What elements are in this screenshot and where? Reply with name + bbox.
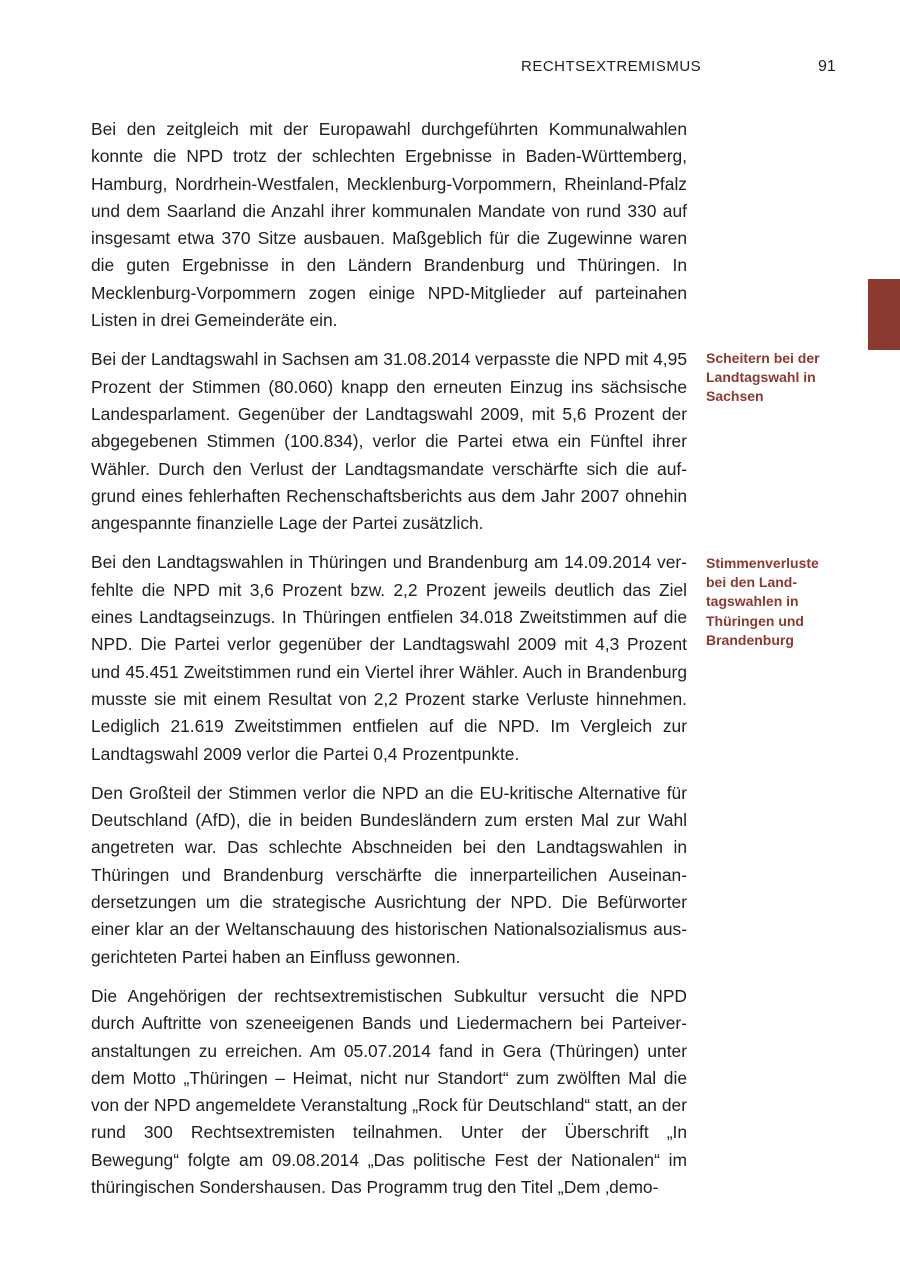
running-head-title: RECHTSEXTREMISMUS <box>521 58 702 75</box>
body-paragraph-1: Bei den zeitgleich mit der Europawahl durchgeführten Kommunalwahlen konnte die NPD trotz der schlechten Ergebnisse in Baden-Württemberg, Hamburg, Nordrhein-Westfalen, Mecklenburg-Vorpommern, Rheinland-Pfalz und dem Saarland die Anzahl ihrer kommunalen Mandate von rund 330 auf insgesamt etwa 370 Sitze ausbauen. Maßgeblich für die Zugewinne waren die guten Ergebnisse in den Ländern Brandenburg und Thüringen. In Mecklenburg-Vorpommern zogen einige NPD-Mitglieder auf parteinahen Listen in drei Gemeinderäte ein. <box>91 119 687 331</box>
body-paragraph-3: Bei den Landtagswahlen in Thüringen und Brandenburg am 14.09.2014 verfehlte die NPD mit 3,6 Prozent bzw. 2,2 Prozent jeweils deutlich das Ziel eines Landtagseinzugs. In Thüringen entfielen 34.018 Zweitstimmen auf die NPD. Die Partei verlor gegenüber der Landtagswahl 2009 mit 4,3 Prozent und 45.451 Zweitstimmen rund ein Viertel ihrer Wähler. Auch in Brandenburg musste sie mit einem Resultat von 2,2 Prozent starke Verluste hinnehmen. Lediglich 21.619 Zweitstimmen entfielen auf die NPD. Im Vergleich zur Landtagswahl 2009 verlor die Partei 0,4 Prozentpunkte. <box>91 552 687 764</box>
margin-note-sachsen: Scheitern bei der Landtagswahl in Sachsen <box>706 350 820 405</box>
body-paragraph-5: Die Angehörigen der rechtsextremistischen Subkultur versucht die NPD durch Auftritte von szeneeigenen Bands und Liedermachern bei Parteiveranstaltungen zu erreichen. Am 05.07.2014 fand in Gera (Thüringen) unter dem Motto „Thüringen – Heimat, nicht nur Standort“ zum zwölften Mal die von der NPD angemeldete Veranstaltung „Rock für Deutschland“ statt, an der rund 300 Rechtsextremisten teilnahmen. Unter der Überschrift „In Bewegung“ folgte am 09.08.2014 „Das politische Fest der Nationalen“ im thüringischen Sondershausen. Das Programm trug den Titel „Dem ‚demo- <box>91 985 687 1197</box>
page-number: 91 <box>818 58 836 75</box>
margin-note-thueringen-brandenburg: Stimmenverluste bei den Landtagswahlen in Thüringen und Brandenburg <box>706 555 819 648</box>
main-text-column <box>91 116 687 1213</box>
body-paragraph-4: Den Großteil der Stimmen verlor die NPD an die EU-kritische Alternative für Deutschland (AfD), die in beiden Bundesländern zum ersten Mal zur Wahl angetreten war. Das schlechte Abschneiden bei den Landtagswahlen in Thüringen und Brandenburg verschärfte die innerparteilichen Auseinandersetzungen um die strategische Ausrichtung der NPD. Die Befürworter einer klar an der Weltanschauung des historischen Nationalsozialismus ausgerichteten Partei haben an Einfluss gewonnen. <box>91 782 687 967</box>
chapter-thumb-tab <box>868 279 900 350</box>
body-paragraph-2: Bei der Landtagswahl in Sachsen am 31.08.2014 verpasste die NPD mit 4,95 Prozent der Stimmen (80.060) knapp den erneuten Einzug ins sächsische Landesparlament. Gegenüber der Landtagswahl 2009, mit 5,6 Prozent der abgegebenen Stimmen (100.834), verlor die Partei etwa ein Fünftel ihrer Wähler. Durch den Verlust der Landtagsmandate verschärfte sich die aufgrund eines fehlerhaften Rechenschaftsberichts aus dem Jahr 2007 ohnehin angespannte finanzielle Lage der Partei zusätzlich. <box>91 349 687 534</box>
